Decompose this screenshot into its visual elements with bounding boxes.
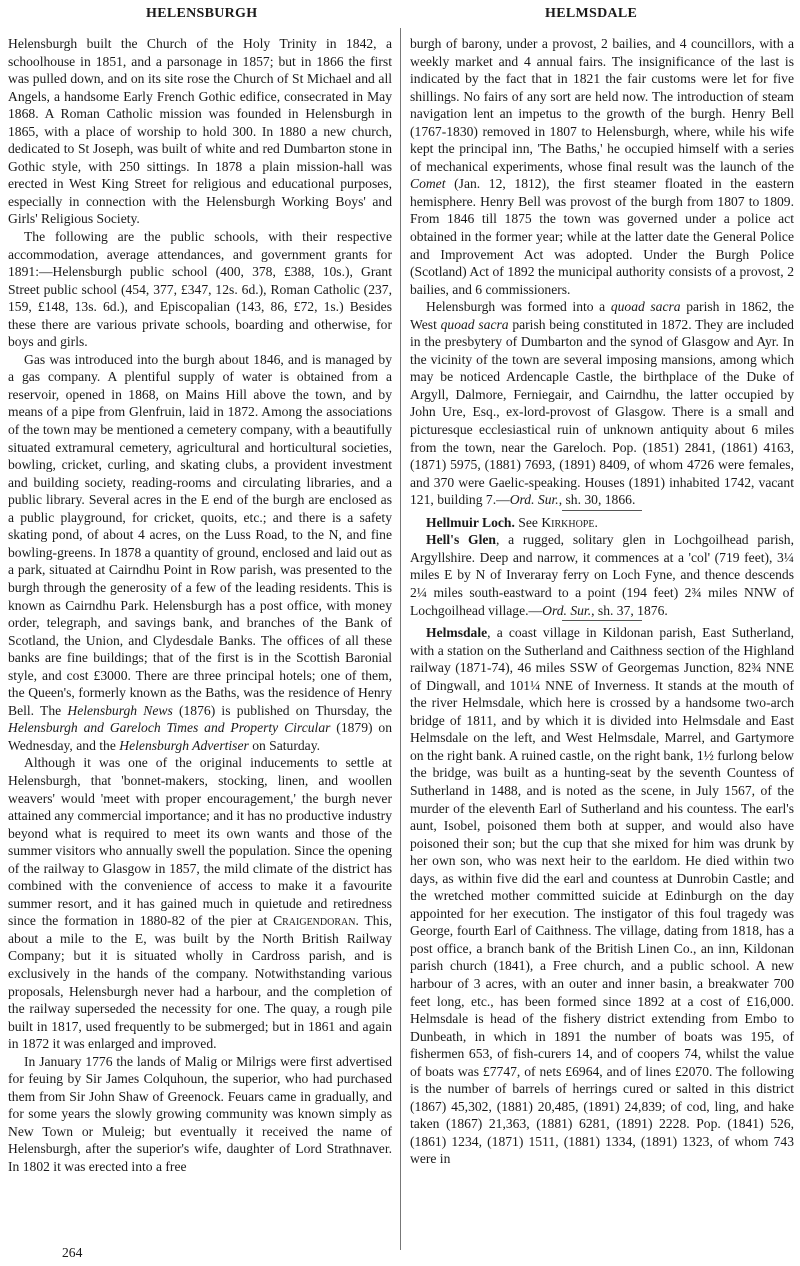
entry-hells-glen	[410, 531, 794, 619]
hellmuir-end: .	[594, 514, 598, 530]
burgh-text-b: (Jan. 12, 1812), the first steamer floated in the eastern hemisphere. Henry Bell was provost of the burgh from 1807 to 1809. From 1846 till 1875 the town was governed under a police act obtained in the former year; while at the latter date the General Police and Improvement Act was adopted. Under the Burgh Police (Scotland) Act of 1892 the municipal authority consists of a provost, 2 bailies, and 6 commissioners.	[410, 176, 794, 297]
ord-sur-ref-1: Ord. Sur.	[509, 492, 559, 508]
paragraph-parish	[410, 298, 794, 509]
parish-text-c: parish being constituted in 1872. They are included in the presbytery of Dumbarton and the synod of Glasgow and Ayr. In the vicinity of the town are several imposing mansions, among which may be noticed Ardencaple Castle, the birthplace of the Duke of Argyll, Dalmore, Ferniegair, and Cairndhu, the latter occupied by John Ure, Esq., ex-lord-provost of Glasgow. There is a small and picturesque ecclesiastical ruin of unknown antiquity about 6 miles from the town, near the Gareloch. Pop. (1851) 2841, (1861) 4163, (1871) 5975, (1881) 7693, (1891) 8409, of whom 4726 were females, and 370 were Gaelic-speaking. Houses (1891) inhabited 1742, vacant 121, building 7.—	[410, 316, 794, 508]
left-column	[8, 35, 392, 1176]
running-head-left: HELENSBURGH	[146, 6, 258, 21]
right-column	[410, 35, 794, 1168]
ord-sur-ref-2: Ord. Sur.	[542, 602, 592, 618]
helmsdale-text: , a coast village in Kildonan parish, East Sutherland, with a station on the Sutherland and Caithness section of the Highland railway (1871-74), 46 miles SSW of Georgemas Junction, 82¾ NNE of Dingwall, and 101¼ NNE of Inverness. It stands at the mouth of the river Helmsdale, which here is crossed by a handsome two-arch bridge of 1811, and by which it is divided into Helmsdale and East Helmsdale on the left, and West Helmsdale, Marrel, and Gartymore on the right bank. A ruined castle, on the right bank, 1½ furlong below the bridge, was built as a hunting-seat by the seventh Countess of Sutherland in 1488, and is noted as the scene, in July 1567, of the murder of the eleventh Earl of Sutherland and his countess. The earl's aunt, Isobel, poisoned them both at supper, and would also have poisoned their son; but the cup that she mixed for him was drunk by her own son, who was next heir to the earldom. He died within two days, as within five did the earl and countess at Dunrobin Castle; and the wretched mother committed suicide at Edinburgh on the day appointed for her execution. The instigator of this foul tragedy was George, fourth Earl of Caithness. The village, dating from 1818, has a post office, a branch bank of the British Linen Co., an inn, Kildonan parish church (1841), a Free church, and a public school. A new harbour of 3 acres, with an outer and inner basin, a breakwater 700 feet long, etc., has been formed since 1892 at a cost of £16,000. Helmsdale is head of the fishery district extending from Embo to Dunbeath, in which in 1891 the number of boats was 195, of fishermen 653, of fish-curers 14, and of coopers 74, whilst the value of boats was £7747, of nets £6964, and of lines £2070. The following is the number of barrels of herrings cured or salted in this district (1867) 45,302, (1881) 20,485, (1891) 24,839; of cod, ling, and hake taken (1867) 21,363, (1881) 6281, (1891) 2228. Pop. (1841) 526, (1861) 1234, (1871) 1511, (1881) 1334, (1891) 1323, of whom 743 were in	[410, 625, 794, 1167]
parish-text-b: parish in 1862, the West	[410, 299, 795, 332]
industry-text-b: . This, about a mile to the E, was built by the North British Railway Company; but it is situated wholly in Cardross parish, and is exclusively in the hands of the company. Notwithstanding various proposals, Helensburgh never had a harbour, and the completion of the railway superseded the necessity for one. The quay, a rough pile built in 1817, used frequently to be submerged; but in 1861 and again in 1872 it was enlarged and improved.	[8, 913, 392, 1052]
paragraph-churches: Helensburgh built the Church of the Holy Trinity in 1842, a schoolhouse in 1851, and a parsonage in 1857; but in 1866 the first was pulled down, and on its site rose the Church of St Michael and all Angels, a handsome Early French Gothic edifice, consecrated in May 1868. A Roman Catholic mission was founded in Helensburgh in 1865, with a place of worship to hold 300. In 1880 a new church, dedicated to St Joseph, was built of white and red Dumbarton stone in Gothic style, with 250 sittings. In 1878 a plain mission-hall was erected in West King Street for religious and educational purposes, especially in connection with the Helensburgh Working Boys' and Girls' Religious Society.	[8, 36, 392, 227]
headword-hells-glen: Hell's Glen	[426, 532, 496, 548]
term-quoad-sacra-1: quoad sacra	[610, 299, 681, 315]
parish-text-d: , sh. 30, 1866.	[558, 492, 636, 508]
running-header	[0, 6, 800, 28]
cross-ref-kirkhope: Kirkhope	[541, 514, 595, 530]
newspaper-news: Helensburgh News	[67, 702, 173, 718]
entry-separator-2	[410, 620, 794, 622]
parish-text-a: Helensburgh was formed into a	[426, 299, 606, 315]
entry-helmsdale	[410, 624, 794, 1168]
amenities-text-d: on Saturday.	[252, 737, 321, 753]
headword-hellmuir: Hellmuir Loch.	[426, 514, 515, 530]
running-head-right: HELMSDALE	[545, 6, 638, 21]
amenities-text-b: (1876) is published on Thursday, the	[178, 702, 393, 718]
headword-helmsdale: Helmsdale	[426, 625, 488, 641]
paragraph-schools: The following are the public schools, with their respective accommodation, average attendances, and government grants for 1891:—Helensburgh public school (400, 378, £388, 10s.), Grant Street public school (454, 377, £347, 12s. 6d.), Roman Catholic (237, 159, £148, 13s. 6d.), and Episcopalian (143, 86, £72, 1s.) Besides these there are various private schools, boarding and otherwise, for boys and girls.	[8, 229, 392, 350]
industry-text-a: Although it was one of the original inducements to settle at Helensburgh, that 'bonnet-makers, stocking, linen, and woollen weavers' would 'meet with proper encouragement,' the burgh never attained any commercial importance; and it has no productive industry beyond what is required to meet its own wants and those of the summer visitors who annually swell the population. Since the opening of the railway to Glasgow in 1857, the mild climate of the district has combined with the convenience of access to make it a favourite summer resort, and it has gained much in quietude and retiredness since the formation in 1880-82 of the pier at	[8, 755, 392, 929]
burgh-text-a: burgh of barony, under a provost, 2 bailies, and 4 councillors, with a weekly market and 4 annual fairs. The insignificance of the last is indicated by the fact that in 1821 the fair customs were let for five shillings. No fairs of any sort are held now. The introduction of steam navigation lent an impetus to the growth of the burgh. Henry Bell (1767-1830) removed in 1807 to Helensburgh, where, while his wife kept the principal inn, 'The Baths,' he occupied himself with a series of mechanical experiments, whose final result was the launch of the	[410, 36, 794, 174]
hells-text-b: , sh. 37, 1876.	[591, 602, 668, 618]
column-divider	[400, 28, 401, 1250]
paragraph-burgh	[410, 35, 794, 298]
page-number: 264	[62, 1245, 83, 1260]
cross-ref-craigendoran: Craigendoran	[273, 913, 356, 929]
ship-comet: Comet	[410, 176, 446, 192]
entry-separator-1	[410, 510, 794, 512]
amenities-text-c: (1879) on Wednesday, and the	[8, 720, 392, 753]
amenities-text-a: Gas was introduced into the burgh about 1846, and is managed by a gas company. A plentiful supply of water is obtained from a reservoir, opened in 1868, on Mains Hill above the town, and by means of a pipe from Glenfruin, laid in 1872. Among the associations of the town may be mentioned a cemetery company, with a beautifully situated extramural cemetery, agricultural and horticultural societies, bowling, cricket, curling, and skating clubs, a provident investment and building society, reading-rooms and circulating libraries, and a public library. Several acres in the E end of the burgh are enclosed as a public playground, for cricket, quoits, etc.; and there is a safety skating pond, of about 4 acres, on the Luss Road, to the N, and fine bowling-greens. In 1878 a quantity of ground, enclosed and laid out as a park, situated at Cairndhu Point in Row parish, was presented to the burgh through the generosity of a few of the leading residents. This is known as Cairndhu Park. Helensburgh has a post office, with money order, telegraph, and savings bank, and branches of the Bank of Scotland, the Union, and Clydesdale Banks. The offices of all these banks are fine buildings; that of the first is in the Scottish Baronial style, and cost £3000. There are three principal hotels; one of them, the Queen's, formerly known as the Baths, was the residence of Henry Bell. The	[8, 351, 392, 718]
newspaper-advertiser: Helensburgh Advertiser	[119, 737, 249, 753]
paragraph-amenities	[8, 351, 392, 755]
newspaper-times: Helensburgh and Gareloch Times and Property Circular	[8, 720, 331, 736]
hells-text-a: , a rugged, solitary glen in Lochgoilhead parish, Argyllshire. Deep and narrow, it commences at a 'col' (719 feet), 3¼ miles E by N of Inveraray ferry on Loch Fyne, and thence descends 2¼ miles south-eastward to a point (194 feet) 2¾ miles NNW of Lochgoilhead village.—	[410, 532, 794, 618]
paragraph-history: In January 1776 the lands of Malig or Milrigs were first advertised for feuing by Sir James Colquhoun, the superior, who had purchased them from Sir John Shaw of Greenock. Feuars came in gradually, and for some years the slowly growing community was known simply as New Town or Muleig; but eventually it received the name of Helensburgh, after the superior's wife, daughter of Lord Strathnaver. In 1802 it was erected into a free	[8, 1053, 392, 1174]
term-quoad-sacra-2: quoad sacra	[440, 316, 509, 332]
paragraph-industry	[8, 754, 392, 1052]
entry-hellmuir-loch	[410, 514, 794, 532]
hellmuir-see: See	[518, 514, 538, 530]
